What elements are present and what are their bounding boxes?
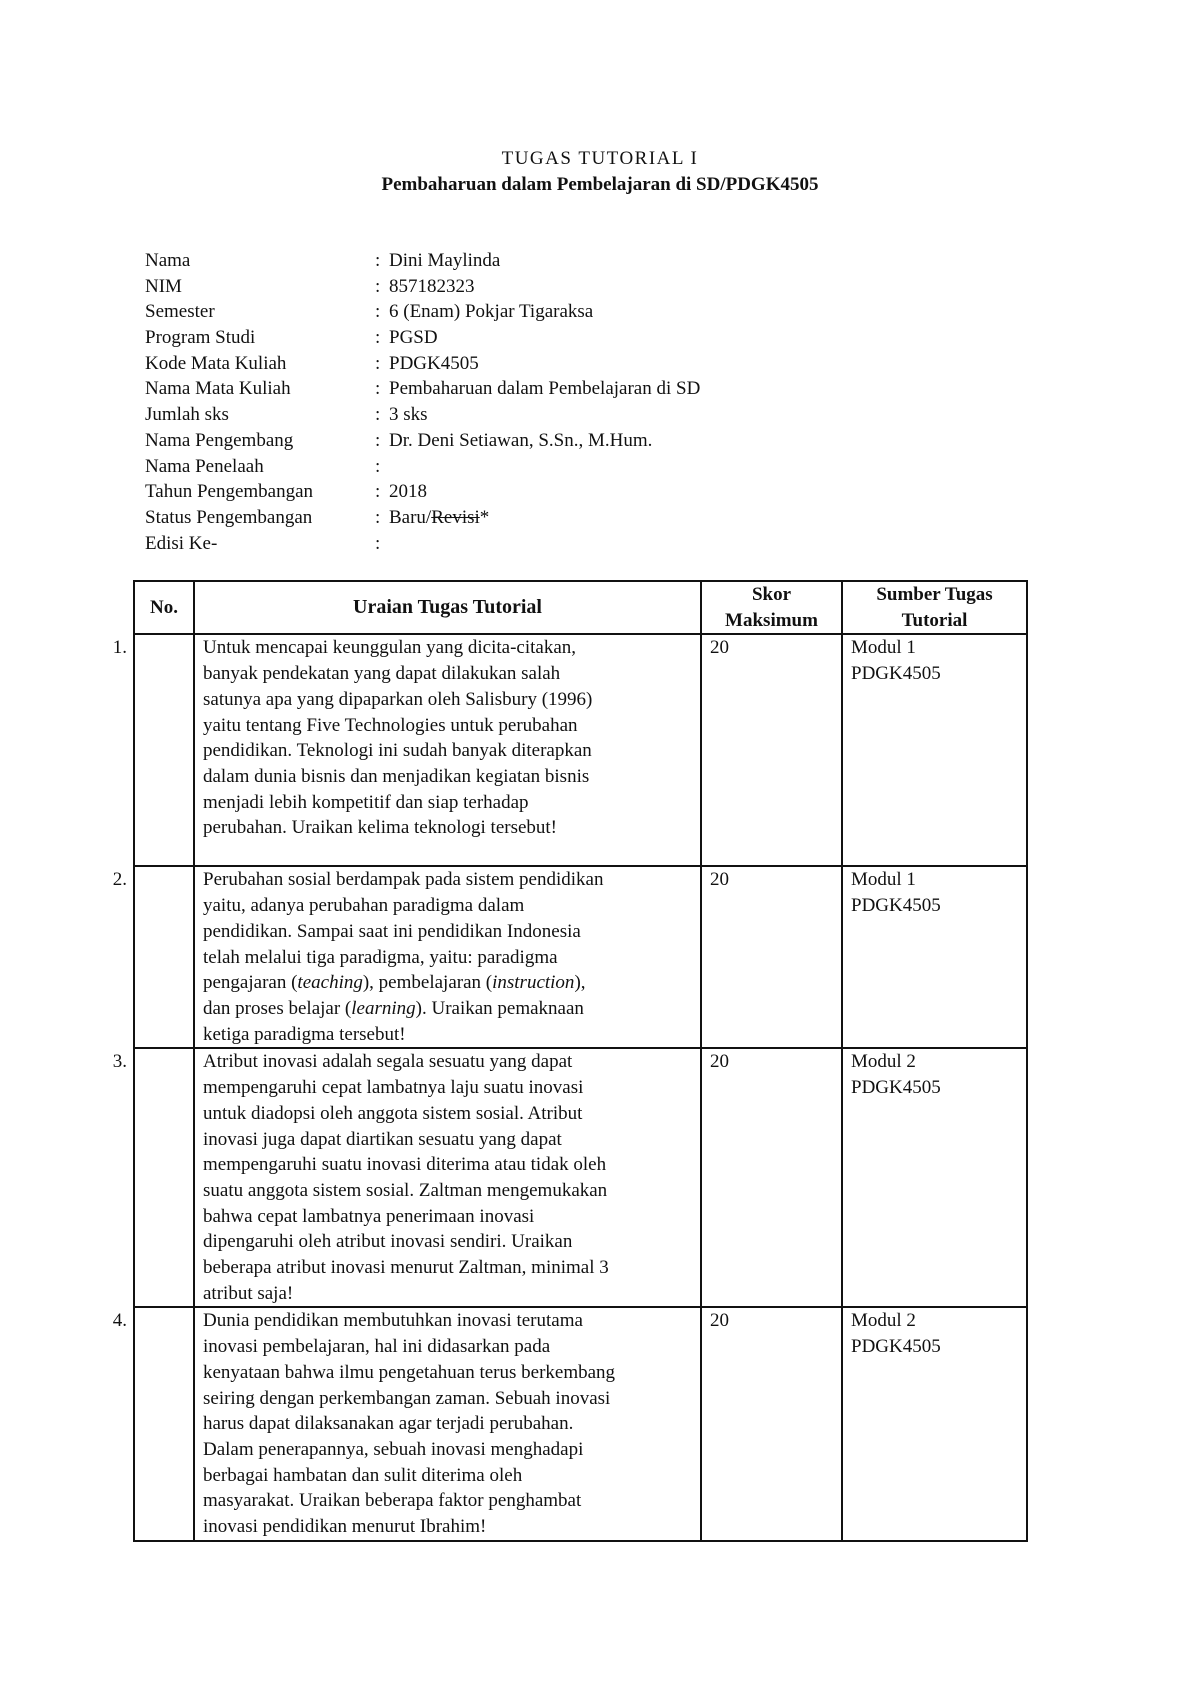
task-text-line: telah melalui tiga paradigma, yaitu: paradigma [203, 946, 558, 968]
source-module: Modul 1 [851, 869, 916, 891]
source-code: PDGK4505 [851, 1336, 941, 1358]
cell-skor: 20 [701, 1307, 842, 1540]
cell-sumber [842, 866, 1027, 1048]
row-number: 4. [112, 1310, 127, 1332]
student-info [145, 248, 700, 556]
header-no: No. [134, 581, 194, 634]
header-skor: Skor Maksimum [701, 581, 842, 634]
task-text-line: satunya apa yang dipaparkan oleh Salisbury (1996) [203, 688, 593, 710]
cell-skor: 20 [701, 634, 842, 866]
task-text-line: menjadi lebih kompetitif dan siap terhadap [203, 791, 529, 813]
info-separator: : [375, 301, 381, 323]
info-value [389, 505, 489, 531]
italic-term: teaching [297, 972, 363, 994]
cell-no [112, 866, 194, 1048]
info-label: Nama [145, 250, 191, 271]
info-value: Pembaharuan dalam Pembelajaran di SD [389, 378, 701, 400]
italic-term: learning [351, 997, 416, 1019]
info-row-kode-mata-kuliah [145, 351, 700, 377]
info-row-tahun-pengembangan [145, 479, 700, 505]
task-text-line: mempengaruhi suatu inovasi diterima atau tidak oleh [203, 1154, 607, 1176]
task-text-line [203, 970, 692, 996]
task-text-line: mempengaruhi cepat lambatnya laju suatu inovasi [203, 1077, 584, 1099]
task-text-line: pendidikan. Sampai saat ini pendidikan Indonesia [203, 920, 581, 942]
task-text-line: banyak pendekatan yang dapat dilakukan salah [203, 663, 561, 685]
cell-uraian [194, 634, 701, 866]
text-fragment: ), pembelajaran ( [362, 972, 493, 994]
task-text-line: masyarakat. Uraikan beberapa faktor penghambat [203, 1490, 582, 1512]
info-separator: : [375, 506, 381, 528]
task-text-line: inovasi pendidikan menurut Ibrahim! [203, 1516, 487, 1538]
row-number: 3. [112, 1051, 127, 1073]
info-row-program-studi [145, 325, 700, 351]
cell-no [112, 1048, 194, 1307]
source-module: Modul 2 [851, 1310, 916, 1332]
info-separator: : [375, 275, 381, 297]
info-label: Tahun Pengembangan [145, 481, 314, 503]
table-row [134, 866, 1027, 1048]
task-text-line [203, 996, 692, 1022]
info-row-jumlah-sks [145, 402, 700, 428]
task-table [112, 580, 1028, 1542]
info-separator: : [375, 481, 381, 503]
table-header-row [134, 581, 1027, 634]
text-fragment: ). Uraikan pemaknaan [415, 997, 584, 1019]
info-value: Dini Maylinda [389, 250, 501, 271]
source-module: Modul 2 [851, 1051, 916, 1073]
info-row-nama-pengembang [145, 428, 700, 454]
task-text-line: beberapa atribut inovasi menurut Zaltman, minimal 3 [203, 1257, 609, 1279]
info-value: PGSD [389, 327, 438, 349]
task-text-line: inovasi juga dapat diartikan sesuatu yang dapat [203, 1128, 562, 1150]
info-value: 857182323 [389, 275, 475, 297]
info-label: Nama Penelaah [145, 455, 264, 477]
info-separator: : [375, 378, 381, 400]
text-fragment: ), [574, 972, 586, 994]
task-text-line: Dalam penerapannya, sebuah inovasi menghadapi [203, 1438, 584, 1460]
task-text-line: seiring dengan perkembangan zaman. Sebuah inovasi [203, 1387, 611, 1409]
info-label: Nama Pengembang [145, 429, 294, 451]
text-fragment: pengajaran ( [203, 972, 298, 994]
info-separator: : [375, 455, 381, 477]
document-subtitle: Pembaharuan dalam Pembelajaran di SD/PDGK4505 [381, 174, 819, 195]
info-label: Jumlah sks [145, 404, 229, 426]
task-text-line: Untuk mencapai keunggulan yang dicita-citakan, [203, 637, 577, 659]
info-separator: : [375, 404, 381, 426]
info-label: Kode Mata Kuliah [145, 352, 287, 374]
info-row-nama-mata-kuliah [145, 376, 700, 402]
task-text-line: atribut saja! [203, 1282, 294, 1304]
header-sumber: Sumber Tugas Tutorial [842, 581, 1027, 634]
task-text-line: yaitu tentang Five Technologies untuk perubahan [203, 714, 578, 736]
task-text-line: kenyataan bahwa ilmu pengetahuan terus berkembang [203, 1361, 616, 1383]
info-row-edisi [145, 531, 700, 557]
source-module: Modul 1 [851, 637, 916, 659]
cell-skor: 20 [701, 866, 842, 1048]
info-separator: : [375, 327, 381, 349]
italic-term: instruction [492, 972, 575, 994]
cell-no [112, 634, 194, 866]
row-number: 1. [112, 637, 127, 659]
cell-skor: 20 [701, 1048, 842, 1307]
table-row [134, 634, 1027, 866]
text-fragment: dan proses belajar ( [203, 997, 352, 1019]
info-label: Program Studi [145, 327, 256, 349]
info-value: 3 sks [389, 404, 428, 426]
task-text-line: ketiga paradigma tersebut! [203, 1023, 406, 1045]
header-uraian: Uraian Tugas Tutorial [194, 581, 701, 634]
task-text-line: untuk diadopsi oleh anggota sistem sosial. Atribut [203, 1102, 583, 1124]
document-title: TUGAS TUTORIAL I [501, 148, 699, 169]
cell-no [112, 1307, 194, 1540]
info-label: Nama Mata Kuliah [145, 378, 291, 400]
task-text-line: inovasi pembelajaran, hal ini didasarkan pada [203, 1336, 551, 1358]
task-text-line: dalam dunia bisnis dan menjadikan kegiatan bisnis [203, 765, 590, 787]
task-text-line: Perubahan sosial berdampak pada sistem pendidikan [203, 869, 604, 891]
cell-uraian [194, 1048, 701, 1307]
cell-uraian [194, 1307, 701, 1540]
cell-sumber [842, 634, 1027, 866]
task-text-line: suatu anggota sistem sosial. Zaltman mengemukakan [203, 1179, 608, 1201]
info-row-nama [145, 248, 700, 274]
row-number: 2. [112, 869, 127, 891]
task-text-line: Atribut inovasi adalah segala sesuatu yang dapat [203, 1051, 573, 1073]
source-code: PDGK4505 [851, 663, 941, 685]
info-label: Semester [145, 301, 215, 323]
info-value: 6 (Enam) Pokjar Tigaraksa [389, 301, 594, 323]
status-revisi-struck: Revisi [431, 506, 480, 528]
info-value: 2018 [389, 481, 427, 503]
info-value: Dr. Deni Setiawan, S.Sn., M.Hum. [389, 429, 653, 451]
info-row-semester [145, 299, 700, 325]
info-separator: : [375, 250, 381, 271]
info-separator: : [375, 429, 381, 451]
source-code: PDGK4505 [851, 1077, 941, 1099]
document-header [0, 146, 1200, 198]
cell-sumber [842, 1307, 1027, 1540]
info-value: PDGK4505 [389, 352, 479, 374]
info-row-status-pengembangan [145, 505, 700, 531]
task-text-line: Dunia pendidikan membutuhkan inovasi terutama [203, 1310, 583, 1332]
info-row-nim [145, 274, 700, 300]
cell-uraian [194, 866, 701, 1048]
task-text-line: pendidikan. Teknologi ini sudah banyak diterapkan [203, 740, 592, 762]
task-text-line: perubahan. Uraikan kelima teknologi tersebut! [203, 817, 558, 839]
info-row-nama-penelaah [145, 454, 700, 480]
table-row [134, 1048, 1027, 1307]
task-text-line: dipengaruhi oleh atribut inovasi sendiri. Uraikan [203, 1231, 573, 1253]
info-label: Edisi Ke- [145, 532, 218, 554]
task-text-line: bahwa cepat lambatnya penerimaan inovasi [203, 1205, 535, 1227]
task-text-line: yaitu, adanya perubahan paradigma dalam [203, 895, 525, 917]
info-separator: : [375, 532, 381, 554]
task-text-line: harus dapat dilaksanakan agar terjadi perubahan. [203, 1413, 574, 1435]
info-label: NIM [145, 275, 182, 297]
table-row [134, 1307, 1027, 1540]
task-text-line: berbagai hambatan dan sulit diterima oleh [203, 1464, 523, 1486]
info-separator: : [375, 352, 381, 374]
info-label: Status Pengembangan [145, 506, 313, 528]
cell-sumber [842, 1048, 1027, 1307]
status-baru: Baru/ [389, 506, 432, 528]
source-code: PDGK4505 [851, 895, 941, 917]
status-asterisk: * [479, 506, 490, 528]
